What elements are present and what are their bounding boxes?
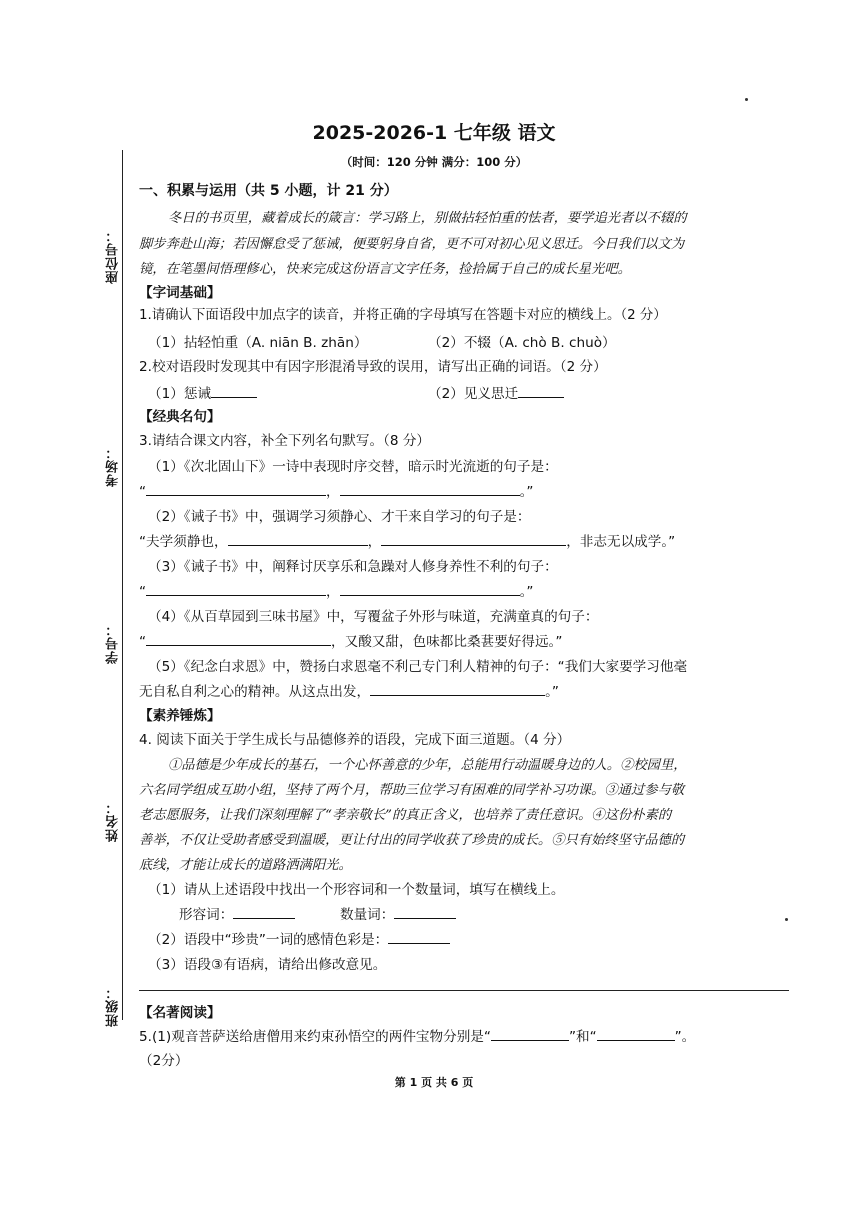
section-heading: 一、积累与运用（共 5 小题，计 21 分）	[139, 183, 398, 199]
answer-blank[interactable]	[370, 681, 545, 696]
q5-score: （2分）	[139, 1053, 189, 1069]
q3-item-3: （3）《诫子书》中，阐释讨厌享乐和急躁对人修身养性不利的句子：	[148, 559, 558, 575]
page-subtitle: （时间：120 分钟 满分：100 分）	[340, 155, 528, 169]
answer-blank[interactable]	[228, 531, 368, 546]
q5-text-mid: ”和“	[568, 1029, 597, 1045]
intro-line: 脚步奔赴山海；若因懈怠受了惩诫，便要躬身自省，更不可对初心见义思迁。今日我们以文为	[139, 237, 685, 252]
answer-blank[interactable]	[340, 581, 520, 596]
part-heading: 【名著阅读】	[139, 1005, 221, 1021]
exam-room-label: 考场：	[106, 445, 121, 487]
class-label: 班级：	[106, 985, 121, 1027]
answer-blank[interactable]	[340, 481, 520, 496]
q4-item-3: （3）语段③有语病，请给出修改意见。	[148, 957, 387, 973]
q3-item-1: （1）《次北固山下》一诗中表现时序交替，暗示时光流逝的句子是：	[148, 459, 558, 475]
scan-speck	[785, 918, 788, 921]
q2-option-1	[148, 382, 257, 402]
answer-blank[interactable]	[597, 1026, 675, 1041]
page-footer: 第 1 页 共 6 页	[394, 1076, 474, 1089]
passage-line: 六名同学组成互助小组，坚持了两个月，帮助三位学习有困难的同学补习功课。③通过参与敬	[139, 783, 685, 798]
end-quote: 。”	[519, 484, 534, 500]
q4-item-1: （1）请从上述语段中找出一个形容词和一个数量词，填写在横线上。	[148, 882, 565, 898]
passage-line: 善举，不仅让受助者感受到温暖，更让付出的同学收获了珍贵的成长。⑤只有始终坚守品德的	[139, 833, 685, 848]
quote-pre: “夫学须静也，	[139, 534, 228, 550]
passage-line: 底线，才能让成长的道路洒满阳光。	[139, 858, 352, 873]
q4-item-2-text: （2）语段中“珍贵”一词的感情色彩是：	[148, 932, 389, 948]
answer-blank[interactable]	[211, 383, 257, 398]
question-4: 4. 阅读下面关于学生成长与品德修养的语段，完成下面三道题。（4 分）	[139, 732, 571, 748]
passage-line: ①品德是少年成长的基石，一个心怀善意的少年，总能用行动温暖身边的人。②校园里，	[168, 758, 687, 773]
q3-item-5-cont: 无自私自利之心的精神。从这点出发，	[139, 684, 371, 700]
part-heading: 【素养锤炼】	[139, 708, 221, 724]
adjective-label: 形容词：	[179, 907, 234, 923]
q4-adjective-line	[179, 903, 295, 923]
comma: ，	[367, 534, 382, 550]
q3-answer-line-3	[139, 580, 533, 600]
answer-blank[interactable]	[146, 481, 326, 496]
q1-option-1: （1）拈轻怕重（A. niān B. zhān）	[148, 335, 368, 351]
question-3: 3.请结合课文内容，补全下列名句默写。（8 分）	[139, 433, 431, 449]
comma: ，	[326, 584, 340, 600]
section-divider	[139, 990, 789, 991]
q3-item-5: （5）《纪念白求恩》中，赞扬白求恩毫不利己专门利人精神的句子：“我们大家要学习他毫	[148, 659, 688, 675]
part-heading: 【经典名句】	[139, 409, 221, 425]
q2-option-2-text: （2）见义思迁	[428, 386, 519, 402]
student-id-label: 学号：	[106, 622, 121, 664]
quote-mark: “	[139, 584, 147, 600]
quote-mark: “	[139, 484, 147, 500]
q4-numeral-line	[340, 903, 456, 923]
answer-blank[interactable]	[146, 631, 331, 646]
end-quote: 。”	[519, 584, 534, 600]
intro-line: 镜，在笔墨间悟理修心，快来完成这份语言文字任务，捡拾属于自己的成长星光吧。	[139, 262, 631, 277]
name-label: 姓名：	[106, 800, 121, 842]
end-quote: 。”	[545, 684, 559, 700]
answer-blank[interactable]	[491, 1026, 569, 1041]
quote-post: ，非志无以成学。”	[566, 534, 676, 550]
q3-item-2: （2）《诫子书》中，强调学习须静心、才干来自学习的句子是：	[148, 509, 531, 525]
comma: ，	[326, 484, 340, 500]
seat-number-label: 座位号：	[106, 228, 121, 284]
quote-post: ，又酸又甜，色味都比桑葚要好得远。”	[331, 634, 563, 650]
question-1: 1.请确认下面语段中加点字的读音，并将正确的字母填写在答题卡对应的横线上。（2 分）	[139, 308, 667, 323]
answer-blank[interactable]	[381, 531, 566, 546]
question-2: 2.校对语段时发现其中有因字形混淆导致的误用，请写出正确的词语。（2 分）	[139, 359, 607, 375]
q2-option-1-text: （1）惩诫	[148, 386, 212, 402]
q3-answer-line-4	[139, 630, 562, 650]
answer-blank[interactable]	[388, 929, 450, 944]
answer-blank[interactable]	[394, 904, 456, 919]
page-title: 2025-2026-1 七年级 语文	[312, 122, 556, 144]
passage-line: 老志愿服务，让我们深刻理解了“孝亲敬长”的真正含义，也培养了责任意识。④这份朴素的	[139, 808, 672, 823]
answer-blank[interactable]	[518, 383, 564, 398]
q3-item-4: （4）《从百草园到三味书屋》中，写覆盆子外形与味道，充满童真的句子：	[148, 609, 599, 625]
part-heading: 【字词基础】	[139, 285, 221, 301]
q4-item-2	[148, 928, 450, 948]
intro-line: 冬日的书页里，藏着成长的箴言：学习路上，别做拈轻怕重的怯者，要学追光者以不辍的	[168, 211, 687, 226]
q3-answer-line-1	[139, 480, 533, 500]
scan-speck	[745, 98, 748, 101]
question-5	[139, 1025, 695, 1045]
q1-option-2: （2）不辍（A. chò B. chuò）	[428, 335, 616, 351]
answer-blank[interactable]	[146, 581, 326, 596]
quote-mark: “	[139, 634, 147, 650]
q5-text-post: ”。	[674, 1029, 696, 1045]
q3-answer-line-5	[139, 680, 559, 700]
q2-option-2	[428, 382, 564, 402]
q3-answer-line-2	[139, 530, 675, 550]
q5-text-pre: 5.(1)观音菩萨送给唐僧用来约束孙悟空的两件宝物分别是“	[139, 1029, 491, 1045]
answer-blank[interactable]	[233, 904, 295, 919]
numeral-label: 数量词：	[340, 907, 395, 923]
